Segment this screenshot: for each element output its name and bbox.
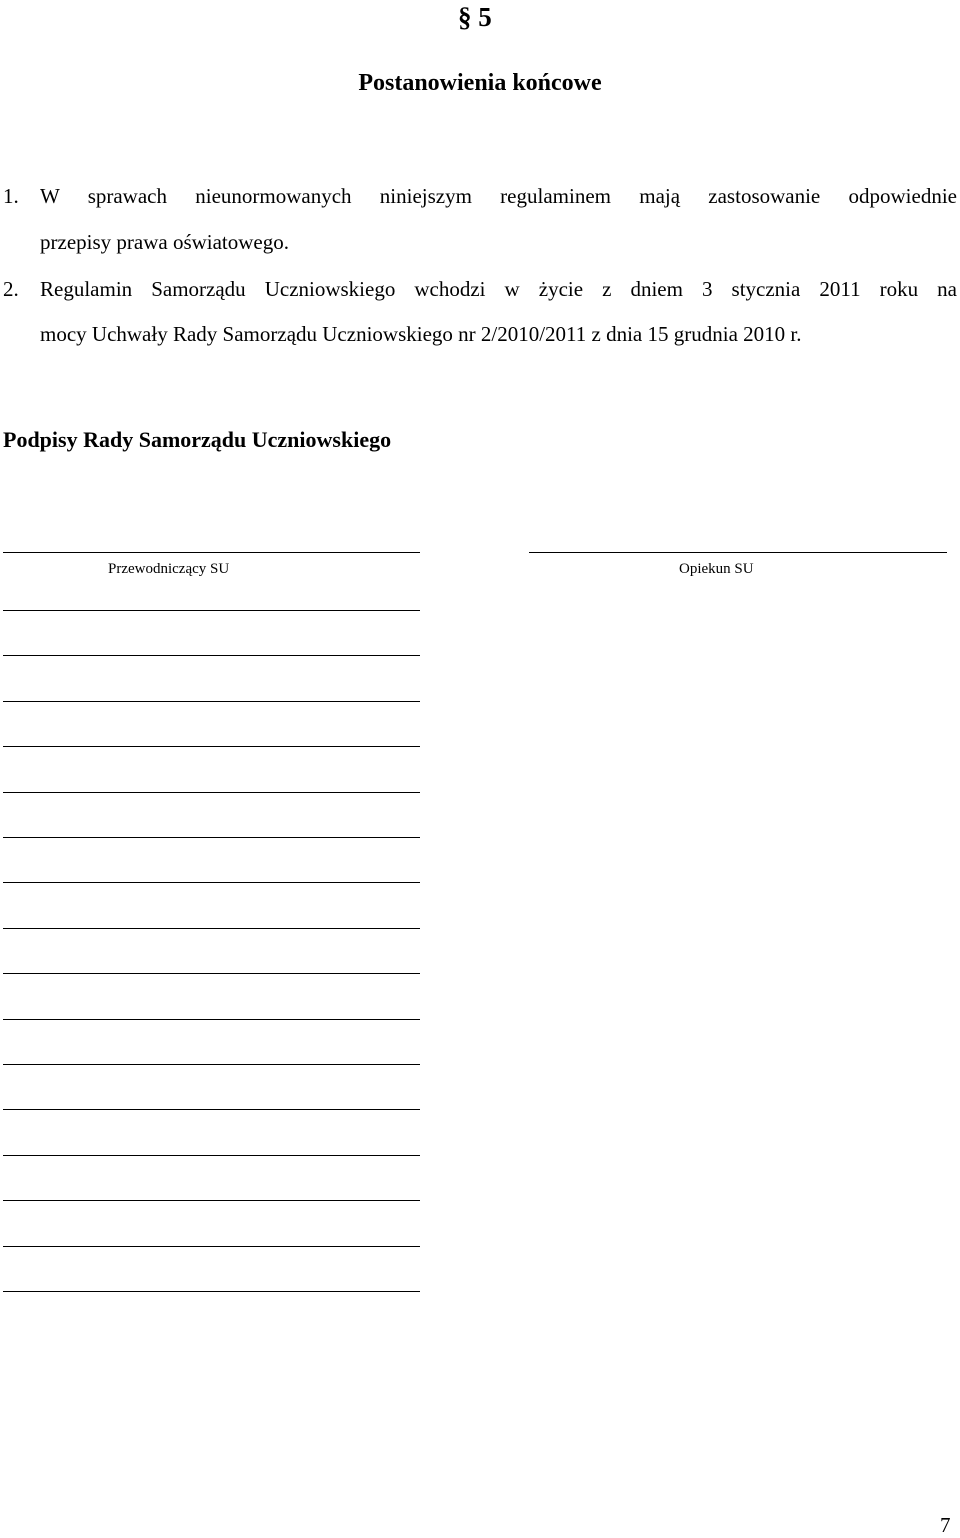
member-signature-line (3, 1109, 420, 1110)
member-signature-line (3, 746, 420, 747)
member-signature-line (3, 792, 420, 793)
page-number: 7 (940, 1513, 951, 1537)
provision-1-number: 1. (3, 184, 19, 208)
member-signature-line (3, 1019, 420, 1020)
section-title: Postanowienia końcowe (358, 70, 602, 96)
member-signature-line (3, 928, 420, 929)
signatures-heading: Podpisy Rady Samorządu Uczniowskiego (3, 427, 392, 452)
member-signature-line (3, 1155, 420, 1156)
member-signature-line (3, 837, 420, 838)
member-signature-line (3, 973, 420, 974)
provision-2-text-line-2: mocy Uchwały Rady Samorządu Uczniowskiego nr 2/2010/2011 z dnia 15 grudnia 2010 r. (40, 322, 802, 346)
advisor-signature-label: Opiekun SU (679, 561, 754, 577)
chair-signature-line (3, 552, 420, 553)
member-signature-line (3, 610, 420, 611)
member-signature-line (3, 882, 420, 883)
member-signature-line (3, 1200, 420, 1201)
advisor-signature-line (529, 552, 947, 553)
member-signature-line (3, 1291, 420, 1292)
member-signature-line (3, 701, 420, 702)
member-signature-line (3, 1246, 420, 1247)
chair-signature-label: Przewodniczący SU (108, 561, 230, 577)
section-number: § 5 (458, 2, 492, 32)
member-signature-line (3, 655, 420, 656)
provision-1-text-line-2: przepisy prawa oświatowego. (40, 230, 290, 254)
provision-2-text-line-1: Regulamin Samorządu Uczniowskiego wchodzi w życie z dniem 3 stycznia 2011 roku na (40, 277, 957, 301)
provision-2-number: 2. (3, 277, 19, 301)
member-signature-line (3, 1064, 420, 1065)
provision-1-text-line-1: W sprawach nieunormowanych niniejszym regulaminem mają zastosowanie odpowiednie (40, 184, 957, 208)
